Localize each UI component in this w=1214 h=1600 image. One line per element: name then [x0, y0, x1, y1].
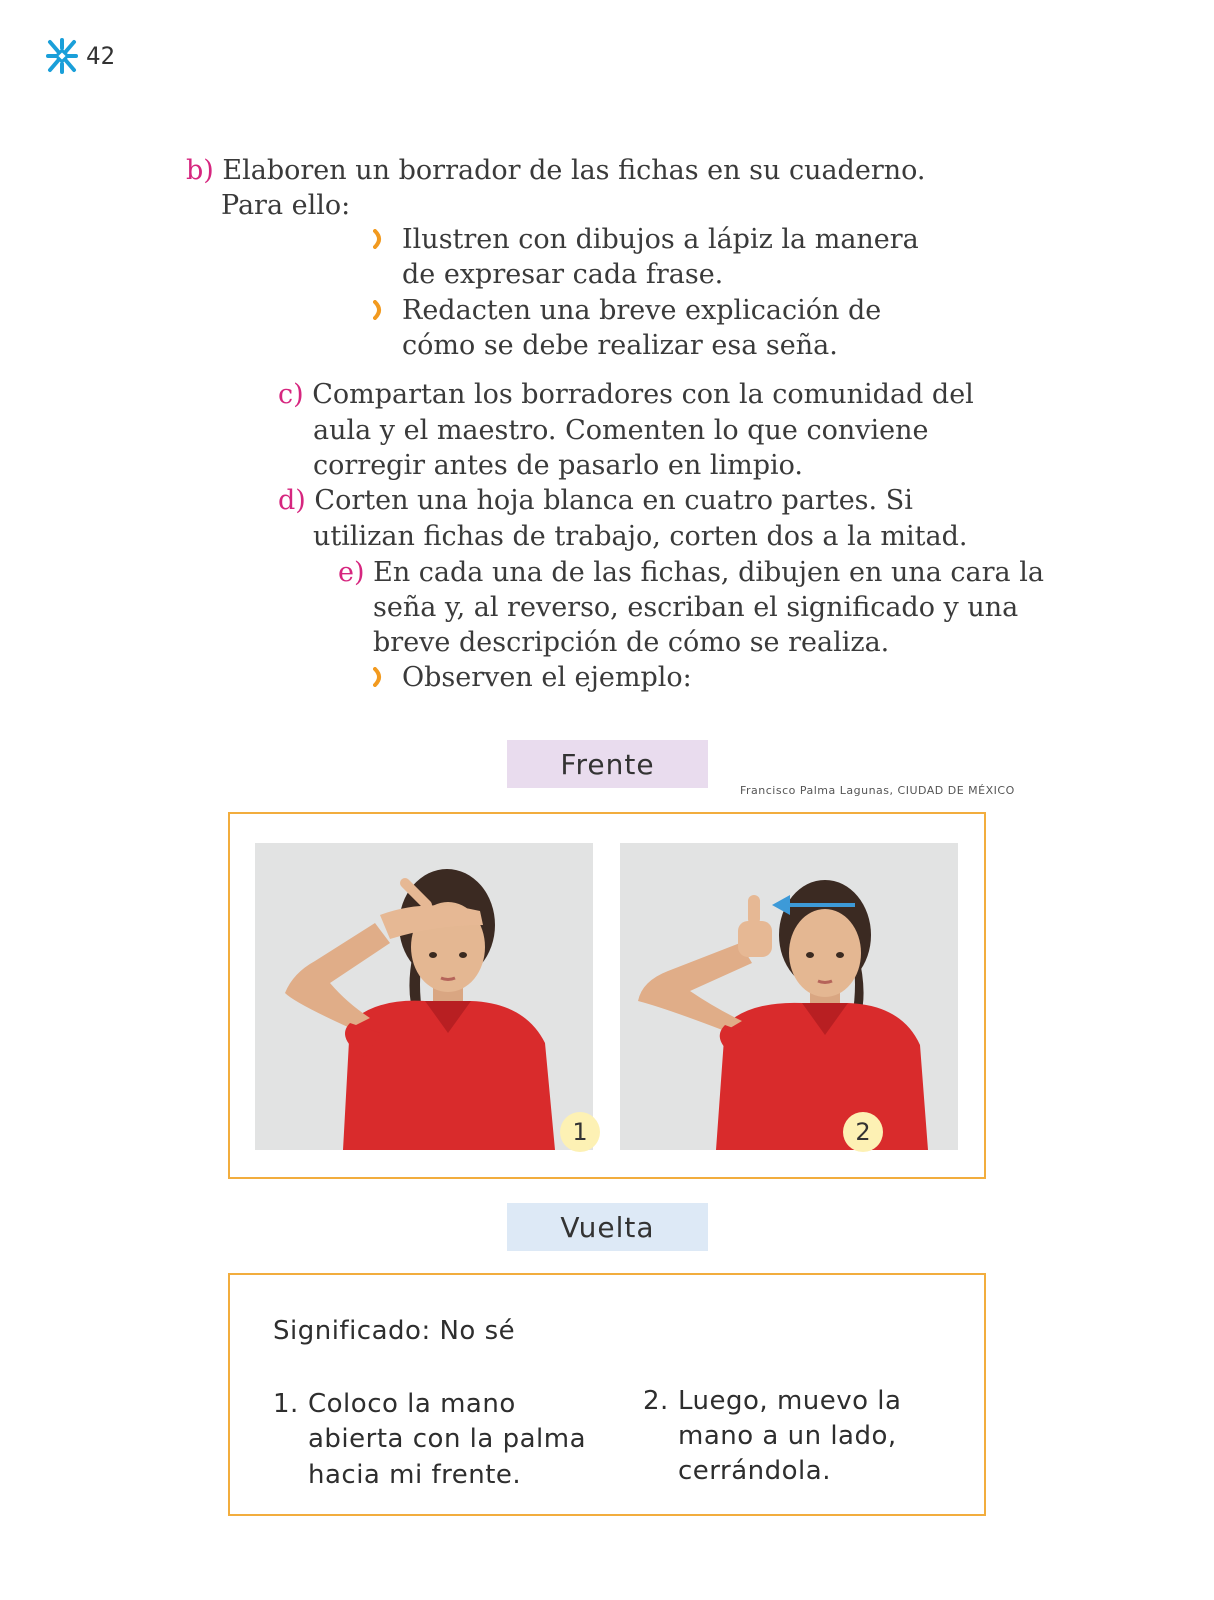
step-c-line2: aula y el maestro. Comenten lo que conviene: [313, 415, 929, 446]
chevron-right-icon: [373, 300, 385, 320]
photo-sign-step-1: [255, 843, 593, 1150]
step-d-line1: d) Corten una hoja blanca en cuatro partes. Si: [278, 485, 913, 516]
page-number: 42: [86, 42, 115, 70]
photo-credit: Francisco Palma Lagunas, CIUDAD DE MÉXICO: [740, 784, 1015, 797]
step-e-line3: breve descripción de cómo se realiza.: [373, 627, 890, 658]
bullet-2-line2: cómo se debe realizar esa seña.: [402, 330, 838, 361]
bullet-1-line1: Ilustren con dibujos a lápiz la manera: [402, 224, 919, 255]
step1-line1: Coloco la mano: [308, 1389, 516, 1419]
step-b-letter: b): [186, 155, 214, 186]
photo-sign-step-2: [620, 843, 958, 1150]
bullet-1-line2: de expresar cada frase.: [402, 259, 724, 290]
step-c-line3: corregir antes de pasarlo en limpio.: [313, 450, 803, 481]
step2-line1: Luego, muevo la: [678, 1386, 902, 1416]
step-e-line1: e) En cada una de las fichas, dibujen en una cara la: [338, 557, 1044, 588]
tab-back: Vuelta: [507, 1203, 708, 1251]
step-badge-1: 1: [560, 1112, 600, 1152]
chevron-right-icon: [373, 667, 385, 687]
step-badge-2: 2: [843, 1112, 883, 1152]
girl-palm-forehead-illustration: [255, 843, 593, 1150]
step-b-line1: b) Elaboren un borrador de las fichas en su cuaderno.: [186, 155, 926, 186]
chevron-right-icon: [373, 229, 385, 249]
meaning-text: Significado: No sé: [273, 1316, 516, 1346]
step-b-line2: Para ello:: [221, 190, 351, 221]
tab-front: Frente: [507, 740, 708, 788]
girl-thumb-aside-illustration: [620, 843, 958, 1150]
step1-number: 1.: [273, 1389, 299, 1419]
bullet-2-line1: Redacten una breve explicación de: [402, 295, 882, 326]
step-c-letter: c): [278, 379, 304, 410]
step-c-line1: c) Compartan los borradores con la comunidad del: [278, 379, 974, 410]
step-d-line2: utilizan fichas de trabajo, corten dos a la mitad.: [313, 521, 968, 552]
step-e-line2: seña y, al reverso, escriban el significado y una: [373, 592, 1019, 623]
step-e-letter: e): [338, 557, 365, 588]
step-d-letter: d): [278, 485, 306, 516]
step2-line2: mano a un lado,: [678, 1421, 897, 1451]
step2-line3: cerrándola.: [678, 1456, 831, 1486]
step1-line3: hacia mi frente.: [308, 1460, 522, 1490]
star-knot-icon: [46, 38, 78, 74]
step1-line2: abierta con la palma: [308, 1424, 587, 1454]
step-e-bullet: Observen el ejemplo:: [402, 662, 692, 693]
step2-number: 2.: [643, 1386, 669, 1416]
